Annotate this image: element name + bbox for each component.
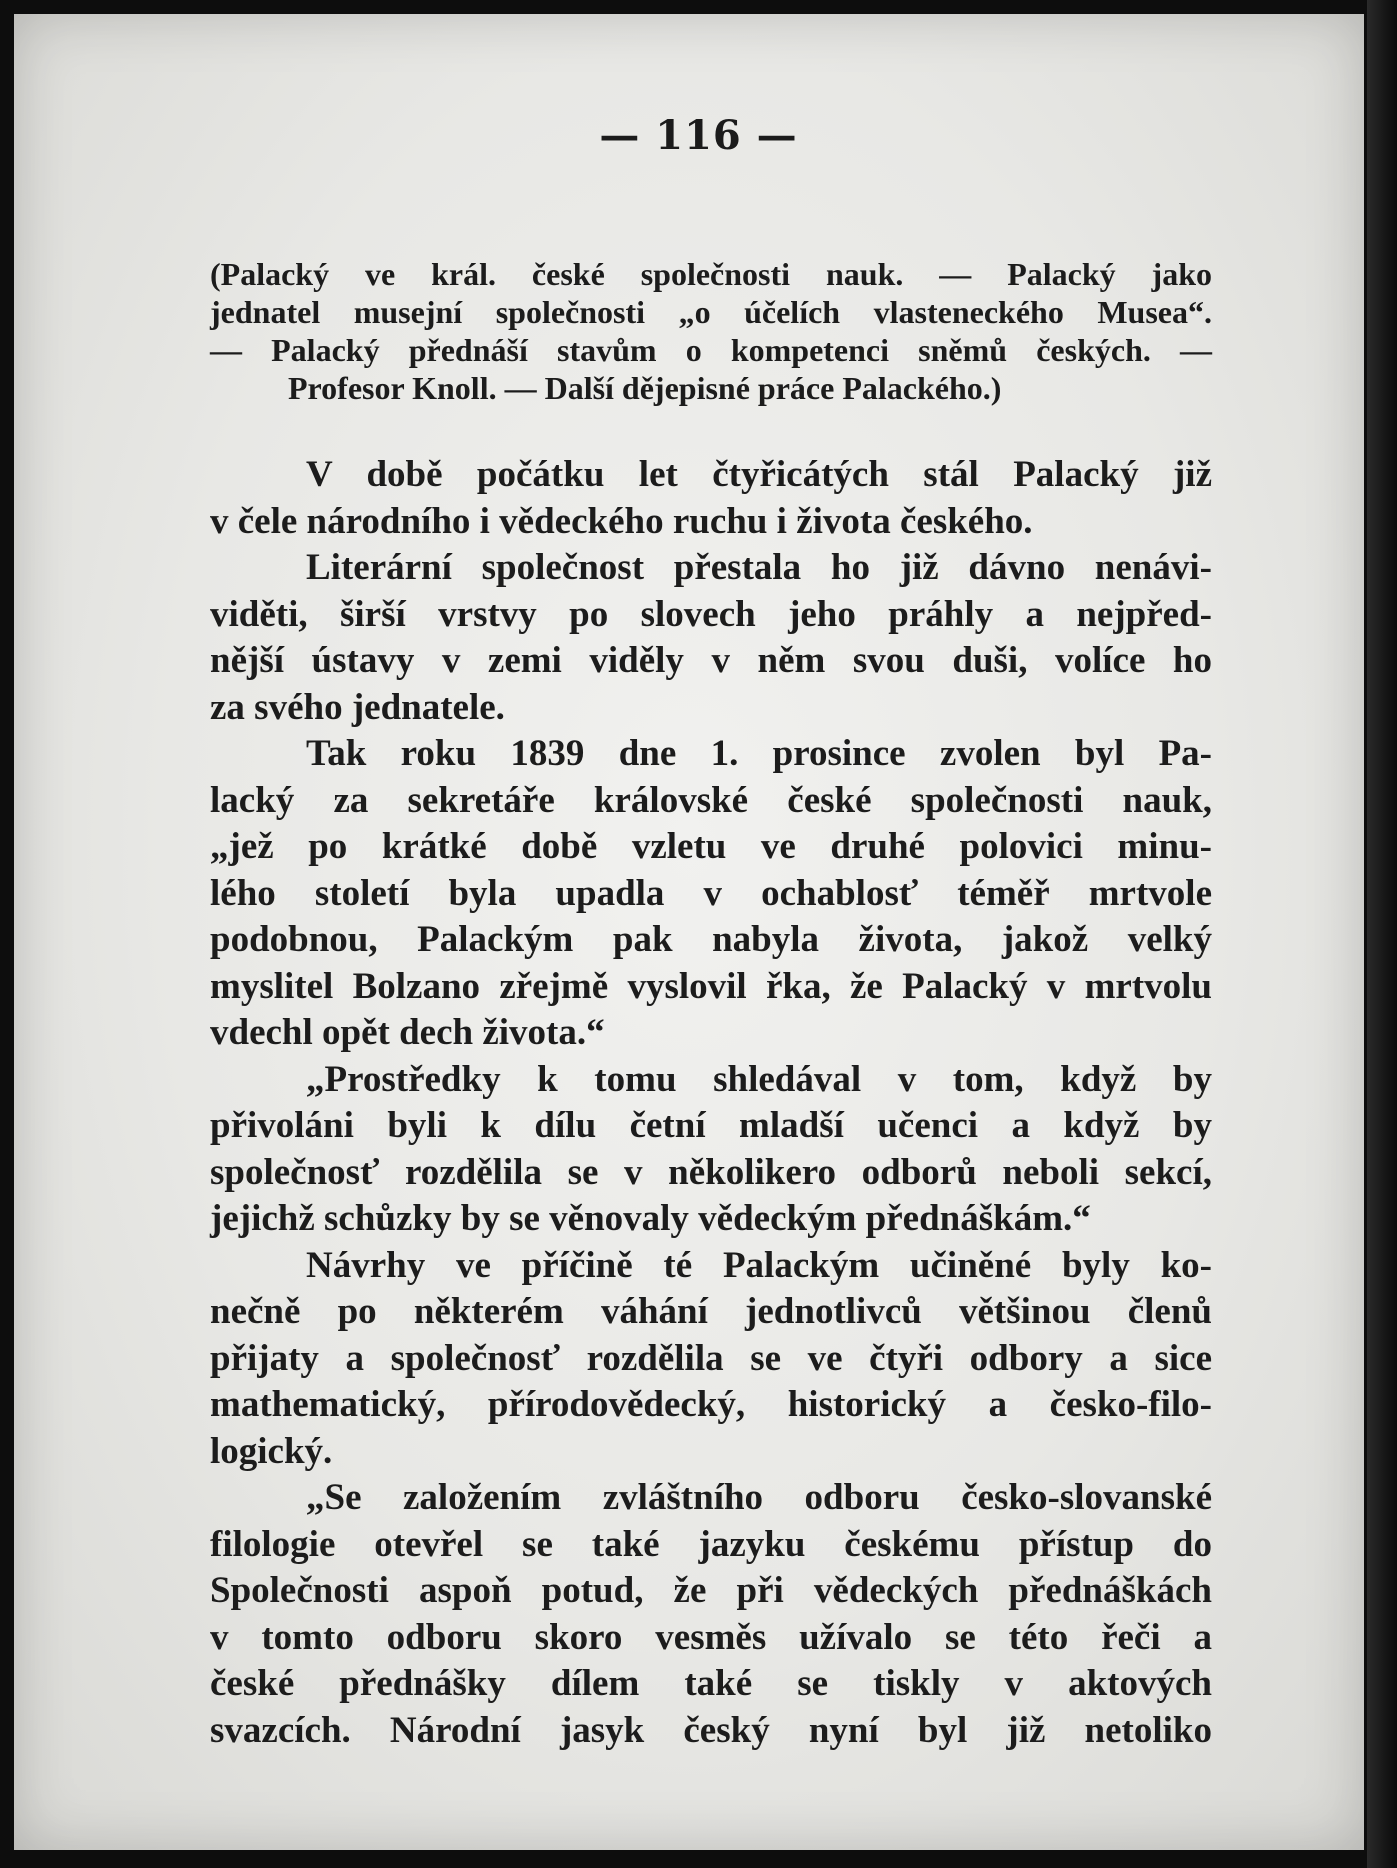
body-line: myslitel Bolzano zřejmě vyslovil řka, že Palacký v mrtvolu — [210, 965, 1212, 1007]
body-line: Tak roku 1839 dne 1. prosince zvolen byl Pa- — [306, 733, 1212, 774]
body-line: jejichž schůzky by se věnovaly vědeckým přednáškám.“ — [210, 1198, 1091, 1239]
body-line: vdechl opět dech života.“ — [210, 1012, 605, 1053]
body-line: filologie otevřel se také jazyku českému přístup do — [210, 1523, 1212, 1565]
body-line: Literární společnost přestala ho již dávno nenávi- — [306, 547, 1212, 588]
body-line: přijaty a společnosť rozdělila se ve čtyři odbory a sice — [210, 1337, 1212, 1379]
body-line: v tomto odboru skoro vesměs užívalo se této řeči a — [210, 1616, 1212, 1658]
body-line: lacký za sekretáře královské české společnosti nauk, — [210, 779, 1212, 821]
summary-line: jednatel musejní společnosti „o účelích vlasteneckého Musea“. — [210, 294, 1212, 330]
chapter-summary — [210, 255, 1212, 407]
body-line: společnosť rozdělila se v několikero odborů neboli sekcí, — [210, 1151, 1212, 1193]
body-line: nější ústavy v zemi viděly v něm svou duši, volíce ho — [210, 640, 1212, 681]
body-line: „Se založením zvláštního odboru česko-slovanské — [306, 1477, 1212, 1518]
body-line: podobnou, Palackým pak nabyla života, jakož velký — [210, 919, 1212, 960]
body-line: za svého jednatele. — [210, 686, 505, 728]
body-line: viděti, širší vrstvy po slovech jeho práhly a nejpřed- — [210, 593, 1212, 635]
body-line: mathematický, přírodovědecký, historický a česko-filo- — [210, 1384, 1212, 1425]
body-line: svazcích. Národní jasyk český nyní byl již netoliko — [210, 1709, 1212, 1751]
summary-line: — Palacký přednáší stavům o kompetenci sněmů českých. — — [210, 332, 1212, 368]
body-line: přivoláni byli k dílu četní mladší učenci a když by — [210, 1105, 1212, 1146]
book-spine-edge — [1367, 0, 1397, 1868]
body-line: „jež po krátké době vzletu ve druhé polovici minu- — [210, 826, 1212, 867]
body-text — [210, 452, 1212, 1754]
body-line: lého století byla upadla v ochablosť téměř mrtvole — [210, 872, 1212, 914]
page-number: — 116 — — [599, 112, 798, 159]
summary-line: Profesor Knoll. — Další dějepisné práce Palackého.) — [288, 370, 1002, 406]
body-line: logický. — [210, 1430, 333, 1472]
body-line: V době počátku let čtyřicátých stál Palacký již — [306, 454, 1212, 495]
body-line: v čele národního i vědeckého ruchu i života českého. — [210, 500, 1033, 542]
body-line: české přednášky dílem také se tiskly v aktových — [210, 1663, 1212, 1704]
body-line: Společnosti aspoň potud, že při vědeckých přednáškách — [210, 1570, 1212, 1611]
body-line: Návrhy ve příčině té Palackým učiněné byly ko- — [306, 1244, 1212, 1286]
summary-line: (Palacký ve král. české společnosti nauk. — Palacký jako — [210, 256, 1212, 292]
body-line: nečně po některém váhání jednotlivců většinou členů — [210, 1291, 1212, 1332]
body-line: „Prostředky k tomu shledával v tom, když by — [306, 1058, 1212, 1100]
